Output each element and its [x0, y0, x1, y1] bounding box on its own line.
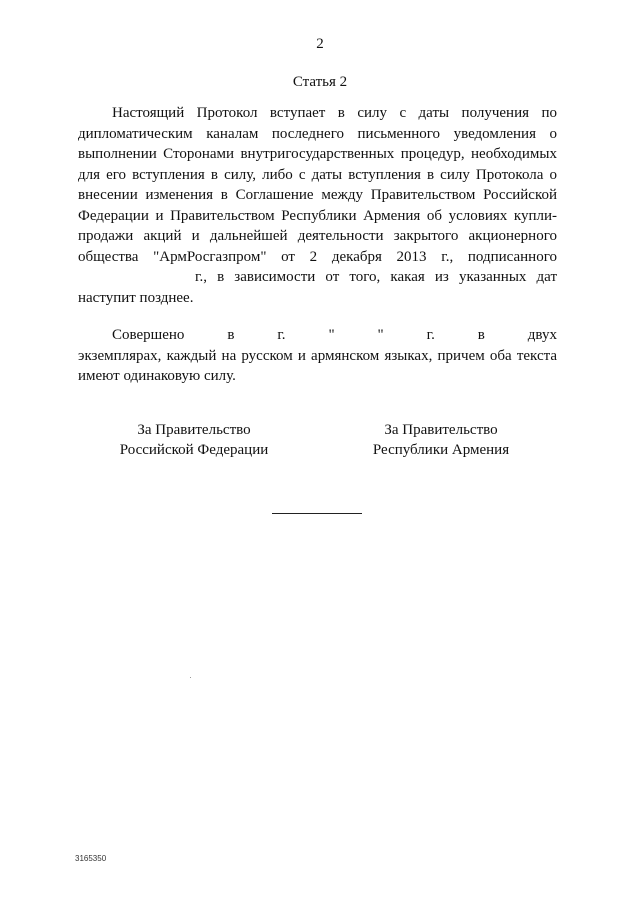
- signature-line: За Правительство: [384, 422, 498, 438]
- signature-line: Республики Армения: [372, 442, 510, 458]
- document-code: 3165350: [75, 854, 107, 863]
- signature-line: За Правительство: [137, 422, 251, 438]
- paragraph-entry-into-force: [78, 103, 557, 308]
- end-divider: [272, 513, 362, 514]
- paragraph-line: выполнении Сторонами внутригосударственных процедур, необходимых: [78, 146, 557, 162]
- paragraph-line: Федерации и Правительством Республики Армения об условиях купли-: [78, 207, 557, 224]
- paragraph-line: общества "АрмРосгазпром" от 2 декабря 2013 г., подписанного: [78, 248, 557, 265]
- signature-line: Российской Федерации: [119, 442, 269, 458]
- signature-block-russia: [100, 420, 288, 460]
- paragraph-done-at: [78, 325, 557, 387]
- paragraph-line: для его вступления в силу, либо с даты вступления в силу Протокола о: [78, 166, 557, 183]
- paragraph-line: имеют одинаковую силу.: [78, 368, 236, 384]
- paragraph-line: дипломатическим каналам последнего письменного уведомления о: [78, 125, 557, 142]
- paragraph-line: Настоящий Протокол вступает в силу с даты получения по: [112, 105, 557, 121]
- signature-block-armenia: [350, 420, 532, 460]
- paragraph-line: продажи акций и дальнейшей деятельности закрытого акционерного: [78, 228, 557, 244]
- paragraph-line: экземплярах, каждый на русском и армянском языках, причем оба текста: [78, 347, 557, 364]
- paragraph-line: г., в зависимости от того, какая из указанных дат: [195, 269, 557, 285]
- paragraph-line: внесении изменения в Соглашение между Правительством Российской: [78, 187, 557, 203]
- paragraph-line: наступит позднее.: [78, 289, 194, 306]
- page-number: 2: [316, 36, 324, 52]
- scan-speck: [190, 677, 191, 678]
- paragraph-line: Совершено в г. " " г. в двух: [112, 327, 557, 343]
- article-title: Статья 2: [292, 74, 348, 90]
